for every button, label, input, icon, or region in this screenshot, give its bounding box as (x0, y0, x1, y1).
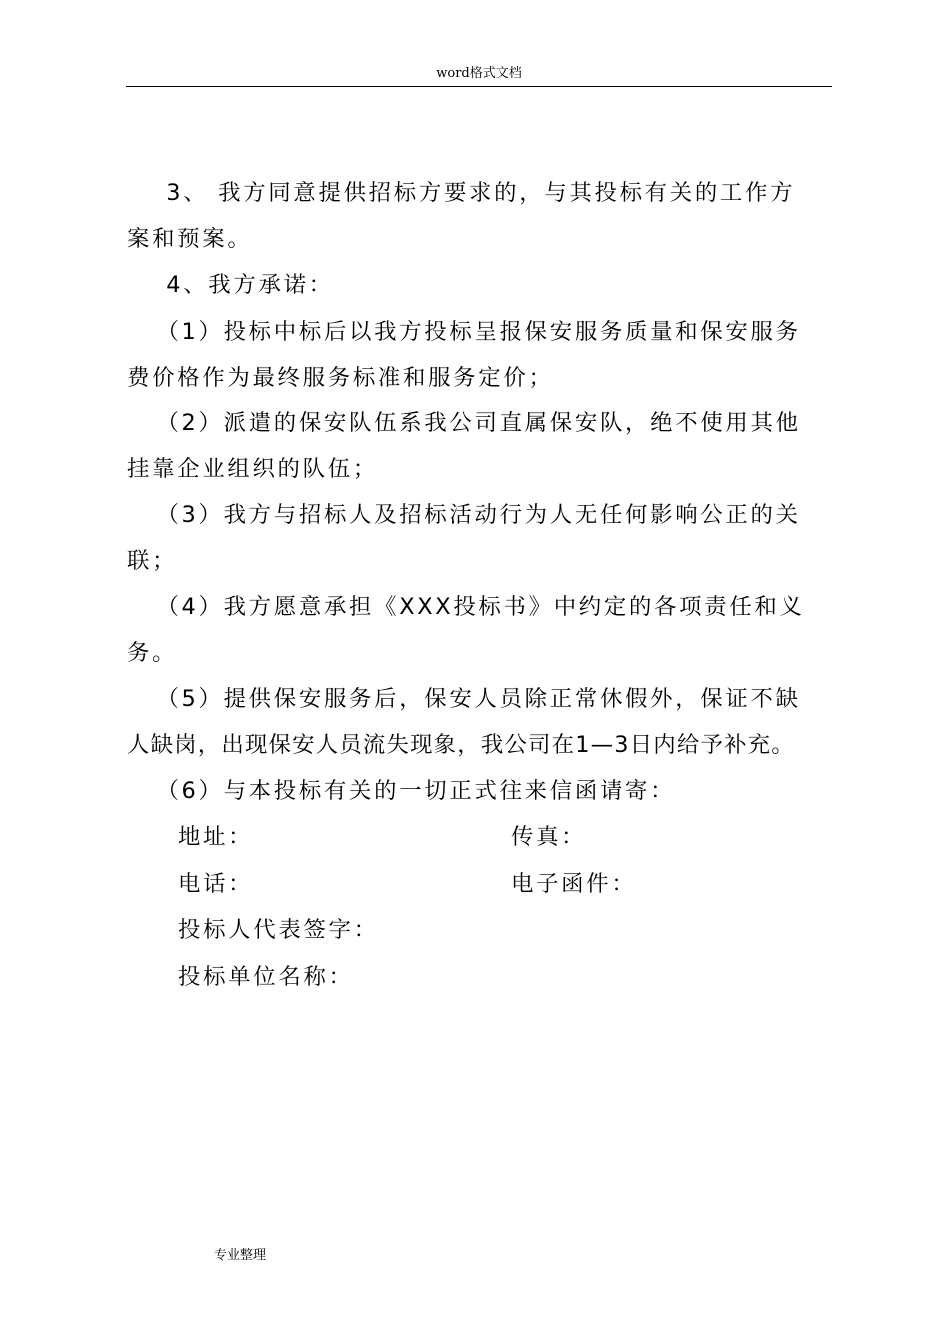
paragraph-3-line-2: 案和预案。 (127, 226, 253, 252)
email-label: 电子函件： (511, 871, 637, 897)
item-3-line-1: （3）我方与招标人及招标活动行为人无任何影响公正的关 (127, 502, 801, 528)
item-4-line-2: 务。 (127, 640, 178, 666)
item-5-line-1: （5）提供保安服务后，保安人员除正常休假外，保证不缺 (127, 686, 801, 712)
item-1-line-2: 费价格作为最终服务标准和服务定价； (127, 365, 554, 391)
paragraph-4-heading: 4、我方承诺： (127, 272, 334, 298)
page-footer: 专业整理 (214, 1248, 267, 1263)
paragraph-3-line-1: 3、 我方同意提供招标方要求的，与其投标有关的工作方 (127, 180, 796, 206)
address-label: 地址： (178, 824, 254, 850)
page-header-title: word格式文档 (436, 66, 522, 81)
fax-label: 传真： (511, 824, 587, 850)
signature-label: 投标人代表签字： (178, 917, 379, 943)
company-name-label: 投标单位名称： (178, 964, 354, 990)
item-2-line-2: 挂靠企业组织的队伍； (127, 456, 378, 482)
phone-label: 电话： (178, 871, 254, 897)
item-2-line-1: （2）派遣的保安队伍系我公司直属保安队，绝不使用其他 (127, 410, 801, 436)
item-5-line-2: 人缺岗，出现保安人员流失现象，我公司在1—3日内给予补充。 (127, 732, 795, 758)
item-1-line-1: （1）投标中标后以我方投标呈报保安服务质量和保安服务 (127, 319, 801, 345)
item-3-line-2: 联； (127, 548, 178, 574)
header-divider (126, 86, 832, 87)
item-6-line-1: （6）与本投标有关的一切正式往来信函请寄： (127, 778, 676, 804)
item-4-line-1: （4）我方愿意承担《XXX投标书》中约定的各项责任和义 (127, 594, 805, 620)
